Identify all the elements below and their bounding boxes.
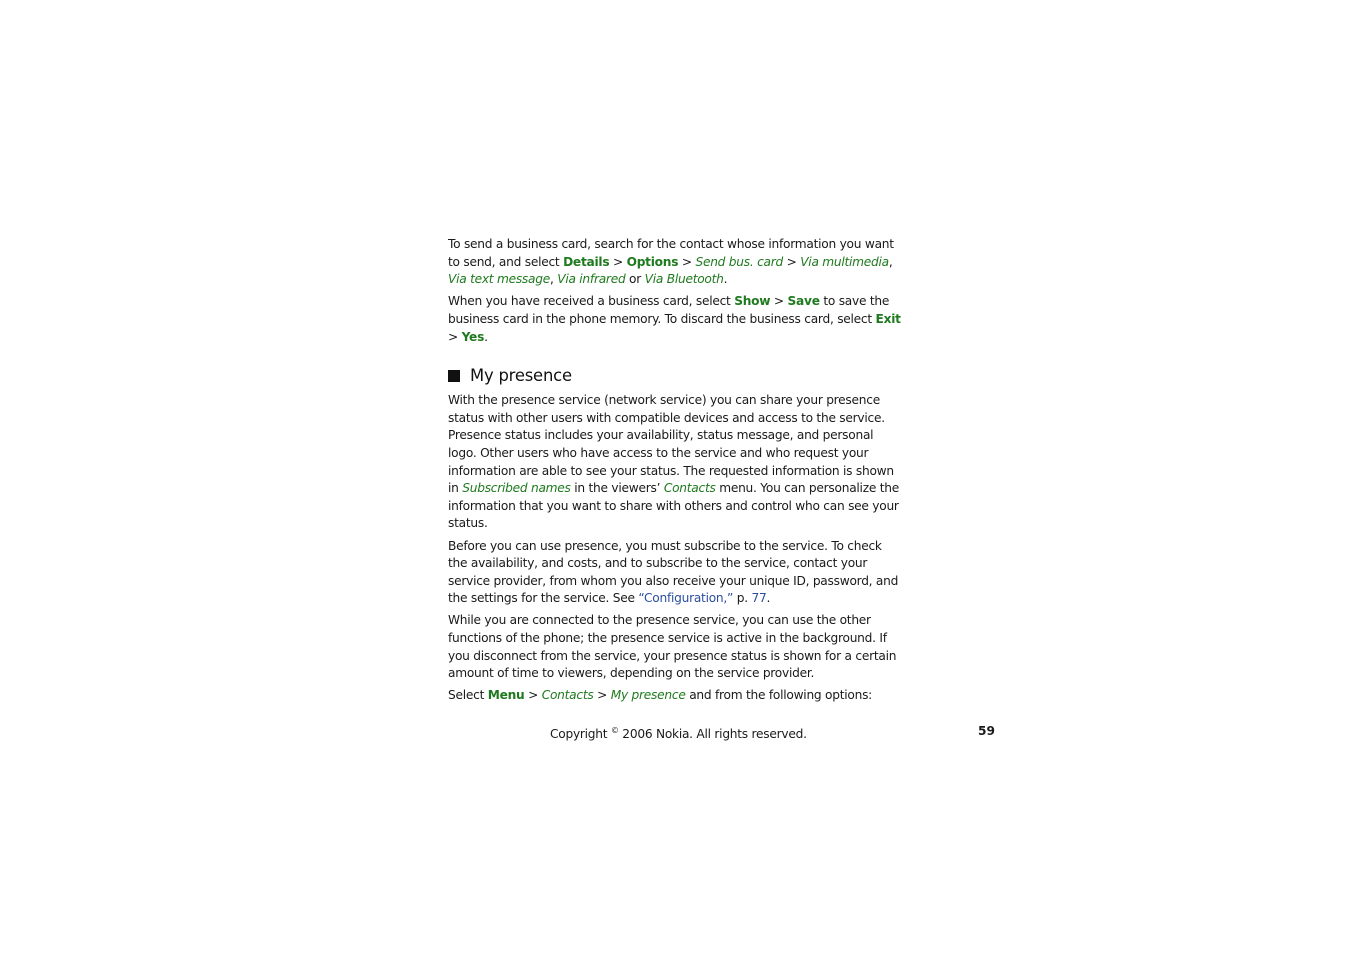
text: to save the business card in the phone memory. To discard the business card, select bbox=[448, 294, 890, 326]
via-multimedia-option: Via multimedia bbox=[800, 254, 889, 269]
separator: > bbox=[448, 329, 462, 344]
text: Copyright bbox=[550, 727, 611, 742]
presence-connected-paragraph: While you are connected to the presence service, you can use the other functions of the phone; the presence service is active in the background. If you disconnect from the service, your presence status is shown for a certain amount of time to viewers, depending on the service provider. bbox=[448, 613, 897, 681]
separator: > bbox=[783, 254, 801, 269]
exit-command: Exit bbox=[875, 311, 901, 326]
options-command: Options bbox=[626, 254, 679, 269]
menu-command: Menu bbox=[487, 688, 525, 703]
square-bullet-icon bbox=[448, 370, 460, 382]
text: p. bbox=[733, 591, 752, 606]
presence-select-paragraph bbox=[448, 687, 904, 705]
section-heading-text: My presence bbox=[470, 366, 572, 386]
text: . bbox=[723, 272, 728, 287]
section-heading bbox=[448, 366, 904, 386]
configuration-link[interactable]: “Configuration,” bbox=[638, 591, 734, 606]
my-presence-option: My presence bbox=[610, 688, 686, 703]
presence-intro-paragraph bbox=[448, 392, 904, 533]
subscribed-names-option: Subscribed names bbox=[462, 481, 571, 496]
text: . bbox=[484, 329, 488, 344]
separator: > bbox=[770, 294, 788, 309]
text: Select bbox=[448, 688, 488, 703]
text: With the presence service (network service) you can share your presence status with other users with compatible devices and access to the service. Presence status includes your availability, status message, and personal logo. Other users who have access to the service and who request your information are able to see your status. The requested information is shown in bbox=[448, 393, 894, 496]
via-bluetooth-option: Via Bluetooth bbox=[644, 272, 724, 287]
separator: , bbox=[888, 254, 893, 269]
page-body bbox=[448, 236, 904, 710]
details-command: Details bbox=[563, 254, 610, 269]
show-command: Show bbox=[734, 294, 771, 309]
yes-command: Yes bbox=[461, 329, 485, 344]
text: menu. You can personalize the information that you want to share with others and control who can see your status. bbox=[448, 481, 899, 531]
text: To send a business card, search for the contact whose information you want to send, and select bbox=[448, 237, 894, 269]
text: When you have received a business card, select bbox=[448, 294, 735, 309]
copyright-footer bbox=[550, 722, 807, 743]
separator: > bbox=[593, 688, 611, 703]
text: . bbox=[766, 591, 771, 606]
via-infrared-option: Via infrared bbox=[557, 272, 626, 287]
separator: > bbox=[524, 688, 542, 703]
text: Before you can use presence, you must subscribe to the service. To check the availability, and costs, and to subscribe to the service, contact your service provider, from whom you also receive your unique ID, password, and the settings for the service. See bbox=[448, 538, 899, 606]
page-reference-link[interactable]: 77 bbox=[751, 591, 767, 606]
text: and from the following options: bbox=[685, 688, 873, 703]
presence-subscribe-paragraph bbox=[448, 538, 904, 608]
text: 2006 Nokia. All rights reserved. bbox=[618, 727, 807, 742]
separator: > bbox=[678, 254, 696, 269]
via-text-message-option: Via text message bbox=[448, 272, 550, 287]
copyright-symbol: © bbox=[610, 726, 619, 735]
separator: > bbox=[609, 254, 627, 269]
contacts-option: Contacts bbox=[663, 481, 716, 496]
save-command: Save bbox=[787, 294, 820, 309]
separator: , bbox=[549, 272, 558, 287]
business-card-send-paragraph bbox=[448, 236, 904, 289]
business-card-receive-paragraph bbox=[448, 293, 904, 346]
page-number: 59 bbox=[978, 724, 995, 738]
send-bus-card-option: Send bus. card bbox=[695, 254, 783, 269]
text: in the viewers’ bbox=[570, 481, 664, 496]
text: or bbox=[625, 272, 645, 287]
contacts-option: Contacts bbox=[541, 688, 594, 703]
